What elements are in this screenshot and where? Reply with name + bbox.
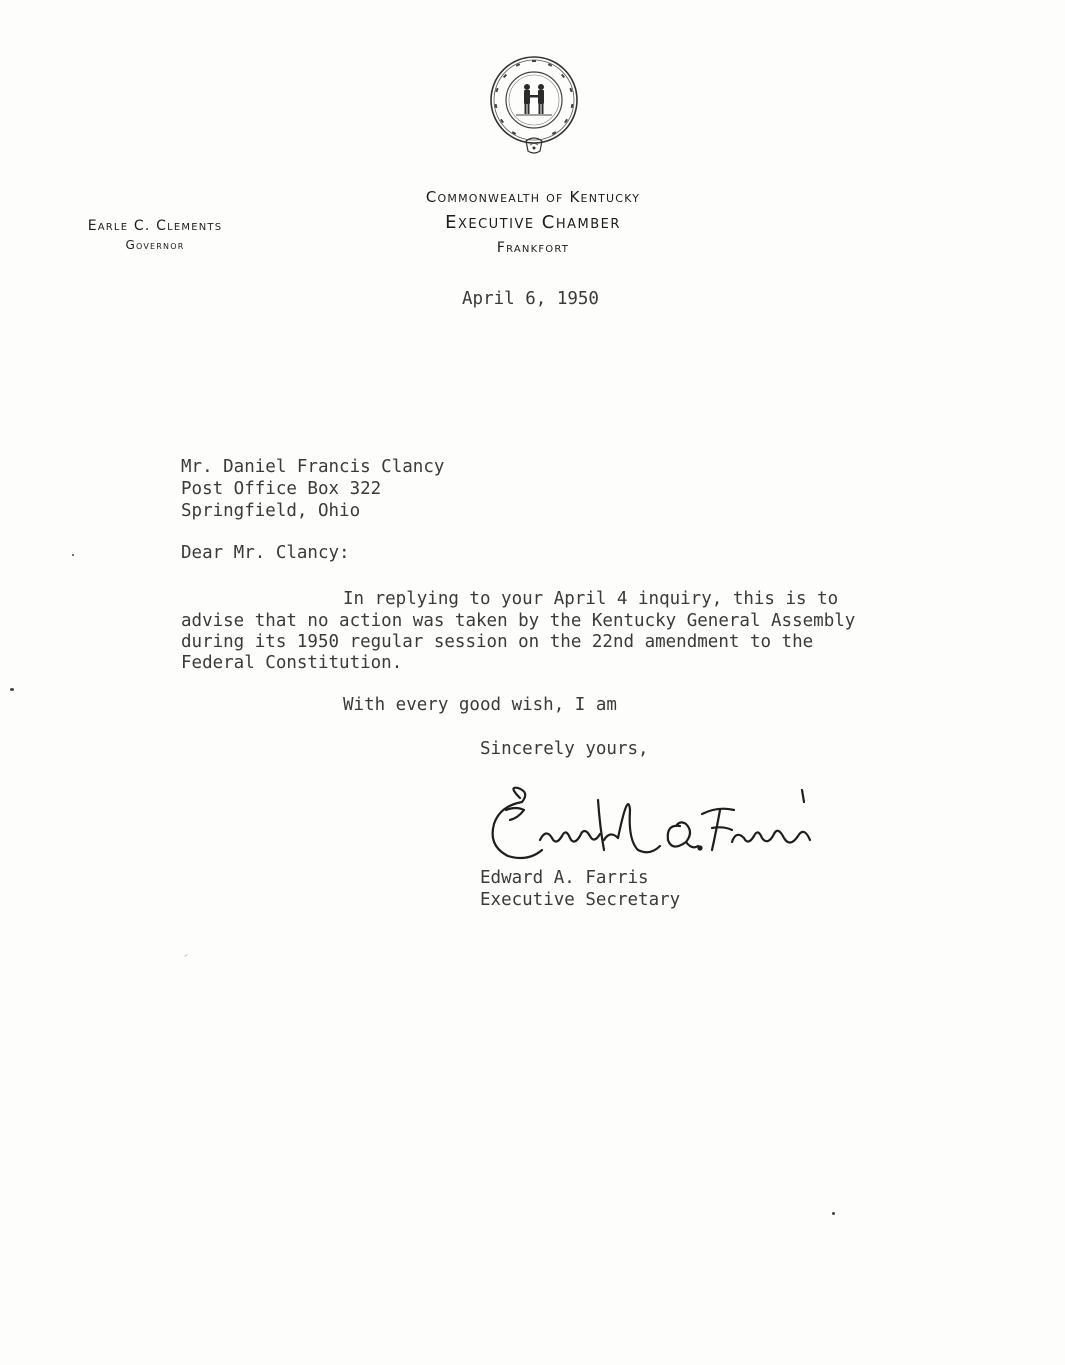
signer-title: Executive Secretary <box>480 890 681 910</box>
scan-speck <box>72 554 74 556</box>
governor-name: Earle C. Clements <box>87 218 223 234</box>
body-line: Federal Constitution. <box>181 653 403 673</box>
scan-speck <box>184 954 188 957</box>
letterhead-commonwealth: Commonwealth of Kentucky <box>425 188 641 206</box>
letterhead-city: Frankfort <box>496 240 570 256</box>
letter-date: April 6, 1950 <box>462 289 599 309</box>
body-line: during its 1950 regular session on the 22nd amendment to the <box>181 632 814 652</box>
handwritten-signature <box>480 780 830 870</box>
scan-speck <box>10 688 14 691</box>
recipient-name: Mr. Daniel Francis Clancy <box>181 457 445 477</box>
governor-title: Governor <box>125 238 185 252</box>
body-line: advise that no action was taken by the Kentucky General Assembly <box>181 611 856 631</box>
scan-speck <box>832 1212 835 1215</box>
salutation: Dear Mr. Clancy: <box>181 543 350 563</box>
kentucky-seal-icon <box>486 55 582 159</box>
body-line: In replying to your April 4 inquiry, this is to <box>343 589 839 609</box>
recipient-city: Springfield, Ohio <box>181 501 361 521</box>
letterhead-chamber: Executive Chamber <box>445 212 621 233</box>
closing: Sincerely yours, <box>480 739 649 759</box>
good-wish-line: With every good wish, I am <box>343 695 617 715</box>
signer-name: Edward A. Farris <box>480 868 649 888</box>
recipient-address: Post Office Box 322 <box>181 479 382 499</box>
